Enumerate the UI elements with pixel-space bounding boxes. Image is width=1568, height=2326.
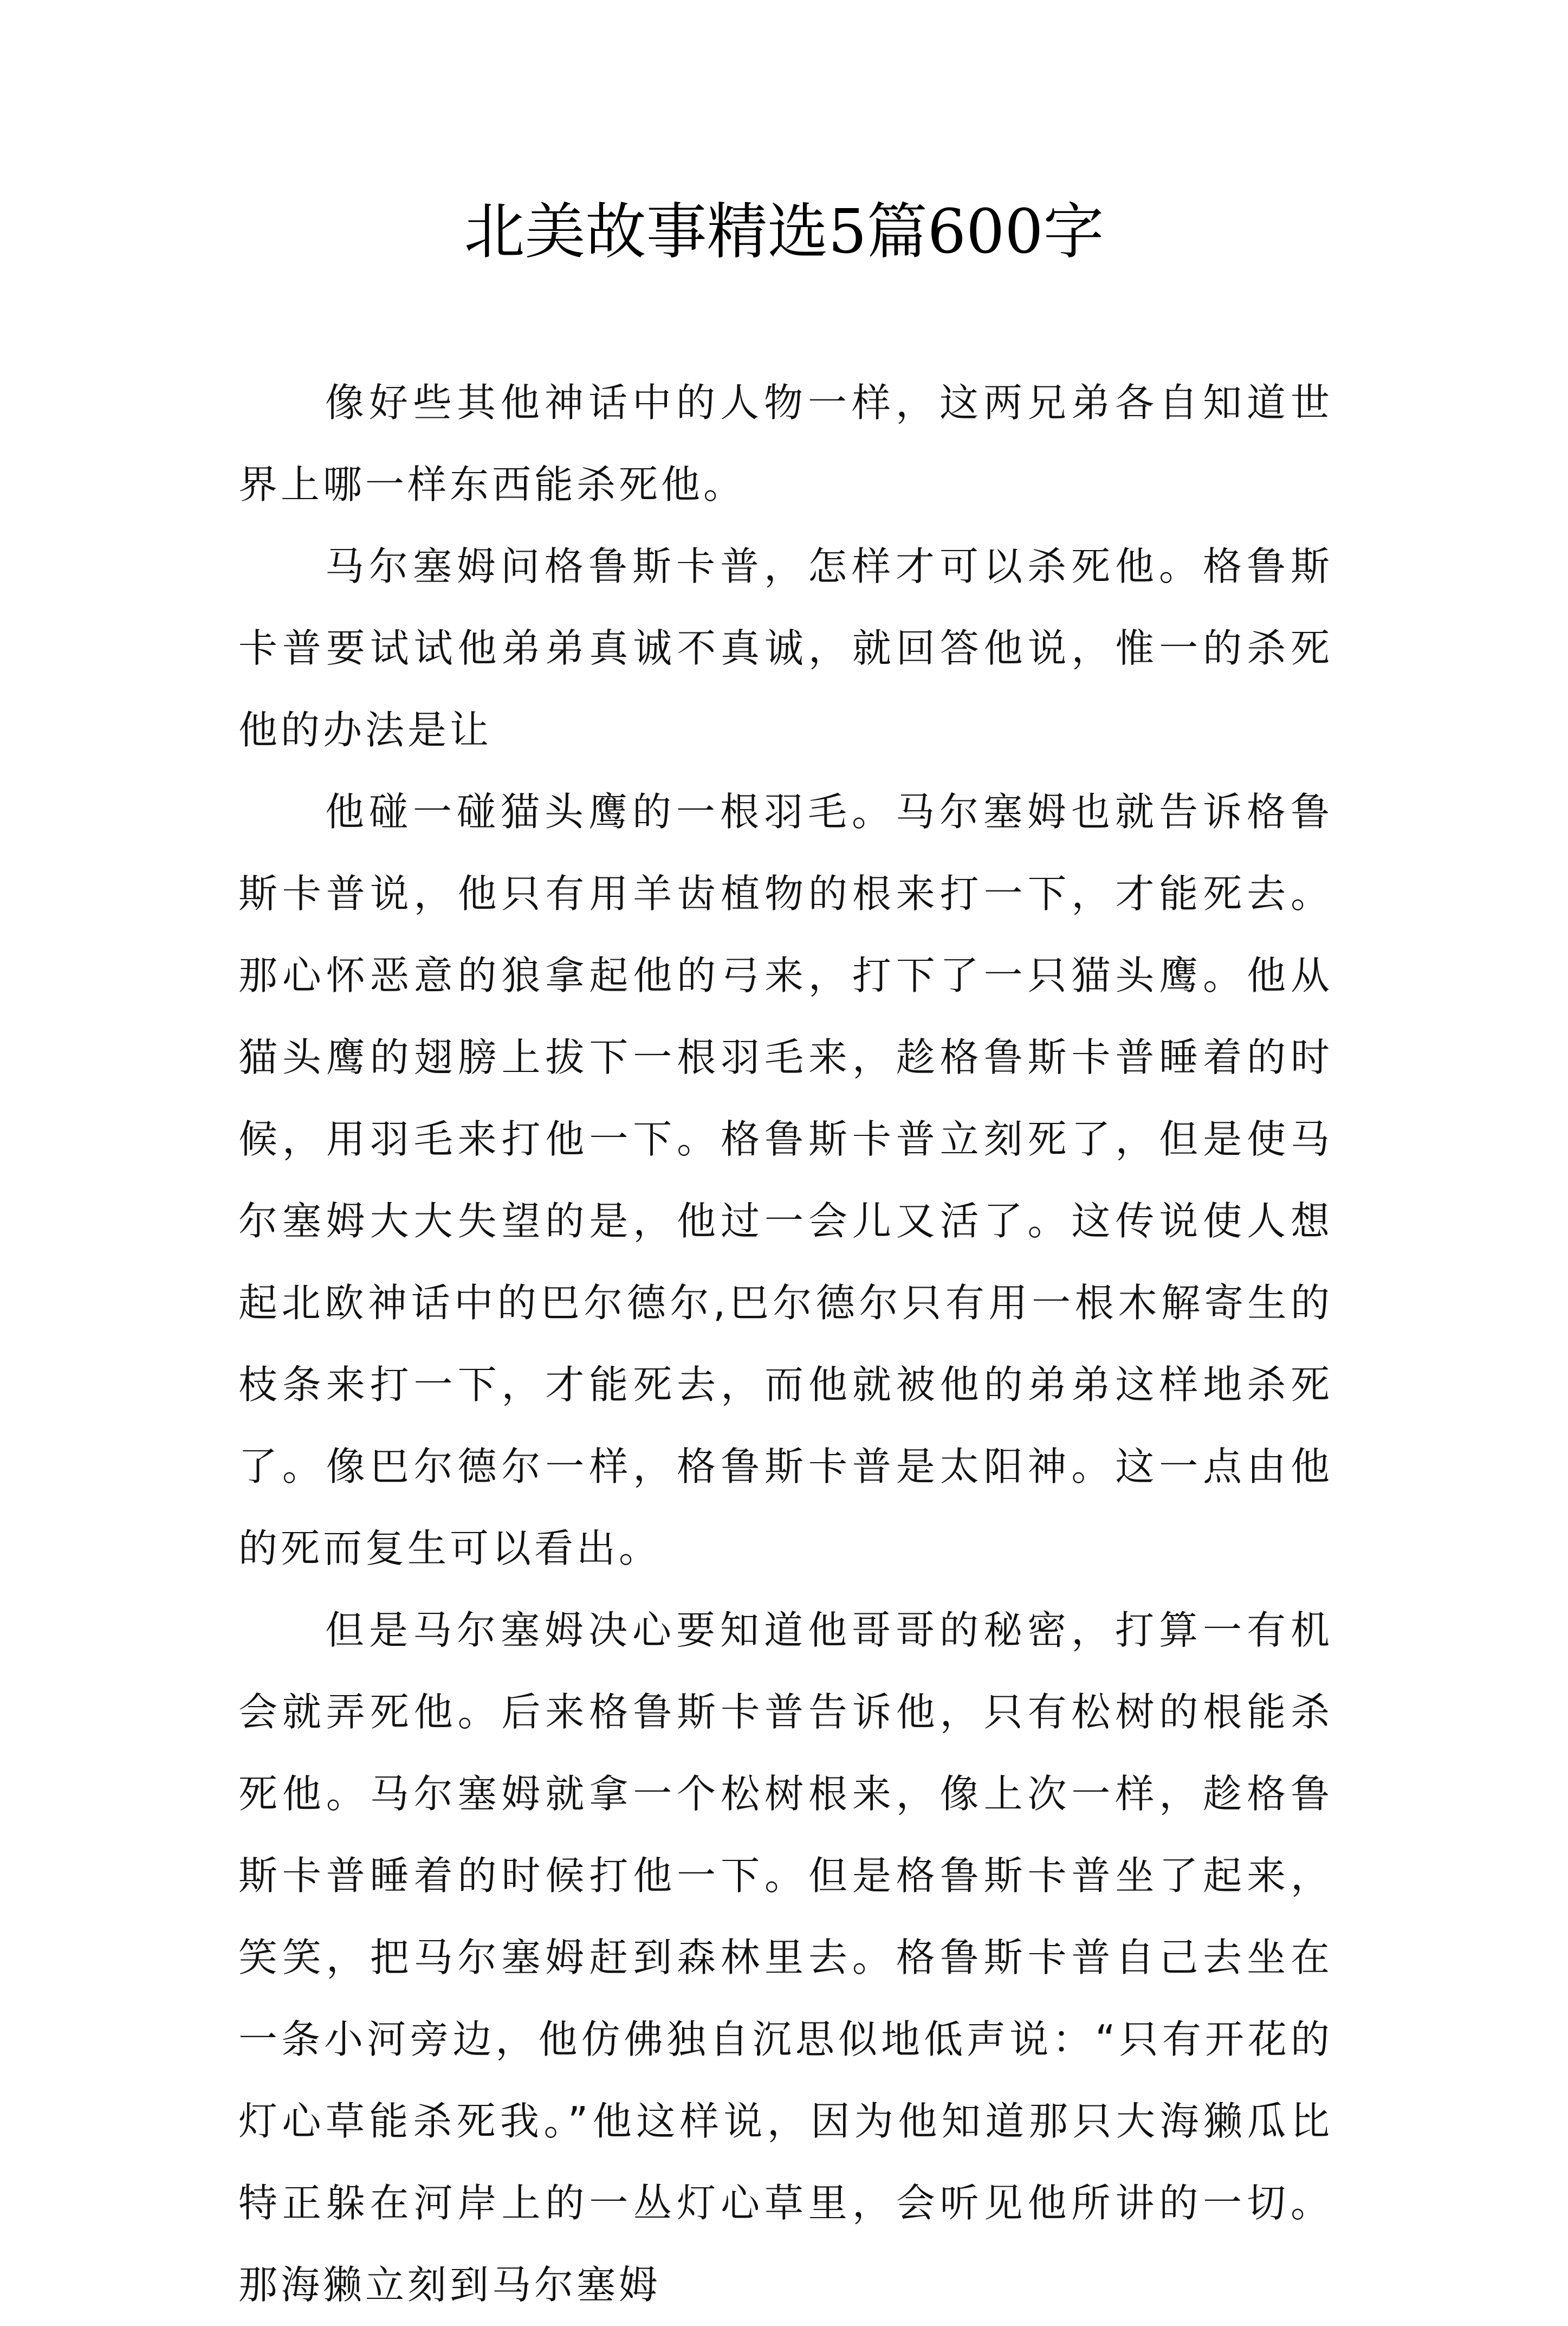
paragraph-1: 像好些其他神话中的人物一样，这两兄弟各自知道世界上哪一样东西能杀死他。 xyxy=(238,380,1333,507)
paragraph-3: 他碰一碰猫头鹰的一根羽毛。马尔塞姆也就告诉格鲁斯卡普说，他只有用羊齿植物的根来打一下，才能死去。那心怀恶意的狼拿起他的弓来，打下了一只猫头鹰。他从猫头鹰的翅膀上拔下一根羽毛来，趁格鲁斯卡普睡着的时候，用羽毛来打他一下。格鲁斯卡普立刻死了，但是使马尔塞姆大大失望的是，他过一会儿又活了。这传说使人想起北欧神话中的巴尔德尔,巴尔德尔只有用一根木解寄生的枝条来打一下，才能死去，而他就被他的弟弟这样地杀死了。像巴尔德尔一样，格鲁斯卡普是太阳神。这一点由他的死而复生可以看出。 xyxy=(238,789,1333,1571)
paragraph-4: 但是马尔塞姆决心要知道他哥哥的秘密，打算一有机会就弄死他。后来格鲁斯卡普告诉他，只有松树的根能杀死他。马尔塞姆就拿一个松树根来，像上次一样，趁格鲁斯卡普睡着的时候打他一下。但是格鲁斯卡普坐了起来，笑笑，把马尔塞姆赶到森林里去。格鲁斯卡普自己去坐在一条小河旁边，他仿佛独自沉思似地低声说：“只有开花的灯心草能杀死我。”他这样说，因为他知道那只大海獭瓜比特正躲在河岸上的一丛灯心草里，会听见他所讲的一切。那海獭立刻到马尔塞姆 xyxy=(238,1607,1333,2308)
document-body xyxy=(238,362,1333,2326)
paragraph-2: 马尔塞姆问格鲁斯卡普，怎样才可以杀死他。格鲁斯卡普要试试他弟弟真诚不真诚，就回答他说，惟一的杀死他的办法是让 xyxy=(238,544,1333,753)
document-title: 北美故事精选5篇600字 xyxy=(464,197,1104,267)
